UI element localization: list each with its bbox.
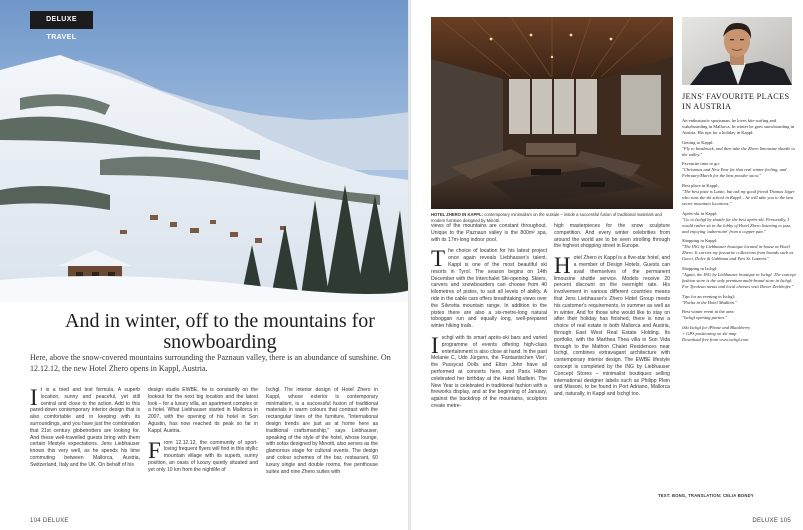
caption-text: contemporary minimalism on the outside – inside a successful fusion of traditional materials and modern furniture designed by Minotti. (431, 212, 662, 223)
sidebar-item-heading: Best place in Kappl: (682, 183, 719, 189)
sidebar-item (682, 238, 796, 262)
sidebar-item (682, 161, 796, 179)
paragraph: schgl with its smart après-ski bars and varied programme of events offering high-class entertainment is also close at hand. In the past Melanie C, Udo Jürgens, the 'Fantastischen Vier', the Pussycat Dolls and Elton John have all performed at concerts here, and Paris Hilton celebrated her birthday at the Hotel Madlein. The New Year is celebrated in traditional fashion with a fireworks display, and at the beginning of January, against the backdrop of the mountains, sculptors create metre- (431, 334, 548, 409)
page-number-right: DELUXE 105 (752, 518, 791, 524)
sidebar-item-heading: Shopping in Kappl: (682, 238, 718, 244)
left-column-2 (148, 387, 258, 479)
sidebar-title: JENS' FAVOURITE PLACES IN AUSTRIA (682, 92, 790, 111)
paragraph: otel Zhero in Kappl is a five-star hotel, and a member of Design Hotels. Guests can avail themselves of the permanent limousine shuttle service. Models receive 20 percent discount on the overnight rate. His involvement in various different countries means that Jens Liebhauser's Zhero Hotel Group meets his customer's requirements, in summer as well as in winter. And for those who would like to stay on after their holiday has finished, there is now a choice of real estate in both Mallorca and Austria, through East West Real Estate Holding. Its portfolio, with the Marthea Thea villa in Son Vida through to the Mathon Chalet Residences near Ischgl, combines extravagant architecture with contemporary interior design. The EWBE lifestyle concept is completed by the ING by Liebhauser Concept Stores – minimalist boutiques selling international designer labels such as Philipp Plein and Missoni, to be found in Port Adriano, Mallorca and, naturally, in Kappl and Ischgl too. (554, 255, 670, 398)
right-page (410, 0, 803, 530)
sidebar-tips (682, 118, 796, 347)
paragraph: he choice of location for his latest project once again reveals Liebhauser's talent. Kappl is one of the most beautiful ski resorts in Tyrol. The season begins on 14th December with the Interchalet Ski-opening. Skiers, carvers and snowboarders can choose from 40 kilometres of pistes, to suit all levels of ability. A ride in the cable cars offers breathtaking views over the Silvretta mountain range. In addition to the pistes there are also a six-metre-long natural toboggan run and equally long, well-prepared winter hiking trails. (431, 248, 547, 330)
dropcap: T (431, 246, 446, 272)
sidebar-item (682, 309, 796, 321)
text-credit: TEXT: BONG, TRANSLATION: CELIA BONDY (658, 493, 754, 498)
paragraph: high masterpieces for the snow sculpture competition. And every winter celebrities from around the world are to be seen strolling through the highest shopping street in Europe. (554, 223, 670, 250)
sidebar-intro: An enthusiastic sportsman, he loves kite surfing and wakeboarding in Mallorca. In winter he goes snowboarding in Austria. His tips for a holiday in Kappl: (682, 118, 795, 135)
article-headline: And in winter, off to the mountains for snowboarding (65, 310, 375, 353)
section-label: DELUXE TRAVEL (30, 11, 93, 29)
paragraph: design studio EWBE, he is constantly on the lookout for the next big location and the latest look – for a luxury villa, an apartment complex or a hotel. What Liebhauser started in Mallorca in 2007, with the opening of his hotel in Son Agustin, has now reached its peak so far in Kappl, Austria. (148, 387, 258, 434)
sidebar-footer-line: iSki Ischgl for iPhone and Blackberry (682, 325, 751, 331)
dropcap: I (30, 385, 38, 410)
paragraph: Ischgl. The interior design of Hotel Zhero in Kappl, whose exterior is contemporary minimalism, is a successful fusion of traditional materials in warm colours that contrast with the rectangular lines of the furniture. "International design trends are just as at home here as traditional craftsmanship," says Liebhauser, speaking of the style of the hotel, whose lounge, with sofas designed by Minotti, also serves as the glamorous stage for cultural events. The design and colour schemes of the bar, restaurant, 60 luxury single and double rooms, five penthouse suites and nine Zhero suites with (266, 387, 378, 475)
sidebar-item-heading: Tips for an evening in Ischgl: (682, 293, 735, 299)
sidebar-item-text: "Fly to Innsbruck, and then take the Zhero limousine shuttle to the valley." (682, 145, 795, 157)
sidebar-item-heading: Shopping in Ischgl: (682, 266, 718, 272)
dropcap: I (431, 332, 439, 358)
sidebar-item-text: "Go to Ischgl by shuttle for the best après-ski. Personally, I would rather sit in the lobby of Hotel Zhero listening to jazz, and enjoying 'aubernoire' from a copper pan." (682, 216, 792, 234)
sidebar-item-text: "The ING by Liebhauser boutique located in-house at Hotel Zhero. It carries my favourite collections from brands such as Gucci, Dolce & Gabbana and Yves St. Laurent." (682, 244, 794, 262)
sidebar-item-heading: Favourite time to go: (682, 161, 720, 167)
left-column-3 (266, 387, 378, 480)
hotel-lounge-photo (431, 17, 673, 209)
left-column-1 (30, 387, 140, 474)
paragraph: views of the mountains are constant throughout. Unique to the Paznaun valley is the 800m² spa, with its 17m-long indoor pool. (431, 223, 547, 243)
sidebar-item (682, 266, 796, 290)
sidebar-item-text: "Again, the ING by Liebhauser boutique in Ischgl. The concept fashion store is the only premium multi-brand store in Ischgl. For Tyrolean meats and local cheeses visit Dieter Zechhofer." (682, 271, 796, 289)
sidebar-item-text: "Pacha in the Hotel Madlein." (682, 299, 737, 305)
page-number-left: 104 DELUXE (30, 518, 69, 524)
sidebar-item-text: "Ischgl opening parties." (682, 315, 728, 321)
right-column-1 (431, 223, 547, 415)
sidebar-item-heading: Best winter event in the area: (682, 309, 735, 315)
sidebar-footer-line: + GPS positioning on ski map (682, 331, 737, 337)
article-dek: Here, above the snow-covered mountains surrounding the Paznaun valley, there is an abundance of sunshine. On 12.12.12, the new Hotel Zhero opens in Kappl, Austria. (30, 353, 391, 373)
sidebar-item (682, 211, 796, 235)
paragraph: t is a tried and test formula. A superb location, sunny and peaceful, yet still central and close to the action. Add to this pared-down contemporary interior design that is also comfortable and in keeping with its surroundings, and you have just the combination that 21st century globetrotters are looking for. And these well-travelled guests bring with them certain lifestyle expectations. Jens Liebhauser knows this very well, as he spends his time commuting between Mallorca, Austria, Switzerland, Italy and the UK. On behalf of his (30, 387, 140, 468)
page-gutter (408, 0, 411, 530)
sidebar-footer-line: Download free from www.ischgl.com (682, 337, 749, 343)
dropcap: F (148, 437, 161, 463)
sidebar-item-text: "Christmas and New Year for that real winter feeling, and February/March for the best powder snow." (682, 167, 787, 179)
portrait-photo (682, 17, 792, 85)
dropcap: H (554, 253, 571, 279)
photo-caption (431, 212, 671, 223)
sidebar-item (682, 294, 796, 306)
paragraph: rom 12.12.12, the community of sport-loving frequent flyers will find in this idyllic mountain village with its superb, sunny position, an oasis of luxury quietly situated and yet only 10 km from the nightlife of (148, 439, 258, 473)
caption-label: HOTEL ZHERO IN KAPPL: (431, 212, 484, 217)
sidebar-item-heading: Après-ski in Kappl: (682, 210, 718, 216)
sidebar-item (682, 140, 796, 158)
sidebar-item (682, 183, 796, 207)
sidebar-footer (682, 325, 796, 343)
sidebar-item-text: "The best piste is Lattie, but ask my good friend Thomas Jäger who runs the ski school in Kappl – he will take you to the best secret mountain locations." (682, 189, 795, 206)
sidebar-item-heading: Getting to Kappl: (682, 139, 714, 145)
right-column-2 (554, 223, 670, 403)
